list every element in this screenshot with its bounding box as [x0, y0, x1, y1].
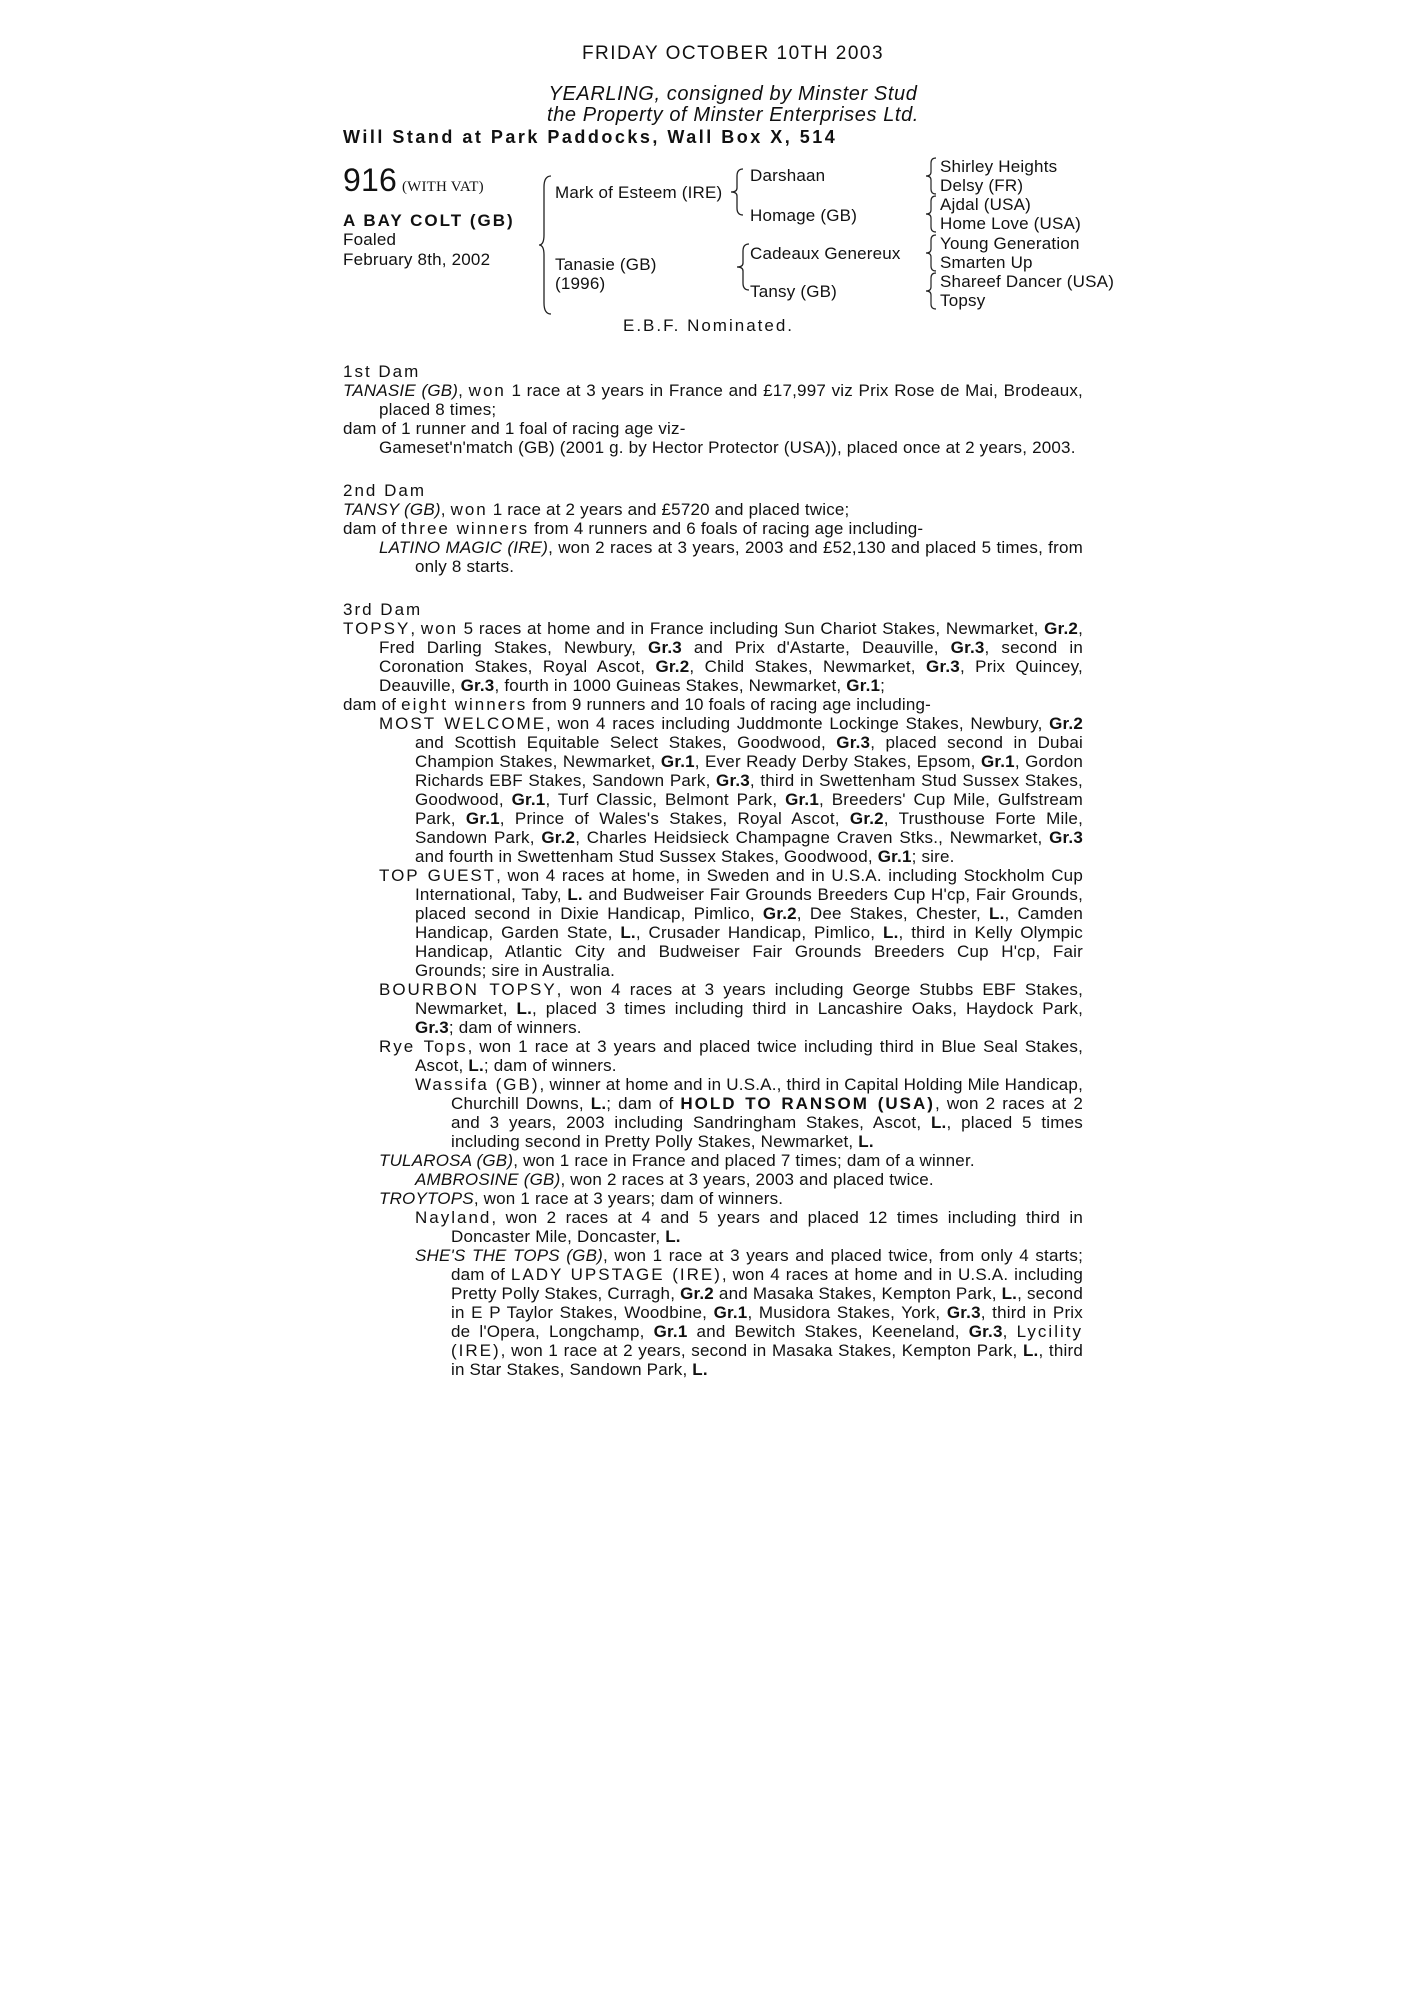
pedigree-g4: Home Love (USA): [940, 214, 1081, 233]
brace-g56: [925, 234, 937, 272]
pedigree-dam-year: (1996): [555, 274, 606, 293]
produce-top-guest: TOP GUEST, won 4 races at home, in Sweden and in U.S.A. including Stockholm Cup International, Taby, L. and Budweiser Fair Grounds Breeders Cup H'cp, Fair Grounds, placed second in Dixie Handicap, Pimlico, Gr.2, Dee Stakes, Chester, L., Camden Handicap, Garden State, L., Crusader Handicap, Pimlico, L., third in Kelly Olympic Handicap, Atlantic City and Budweiser Fair Grounds Breeders Cup H'cp, Fair Grounds; sire in Australia.: [379, 866, 1084, 980]
produce-troytops: TROYTOPS, won 1 race at 3 years; dam of winners.: [379, 1189, 784, 1208]
pedigree-sire-dam: Homage (GB): [750, 206, 858, 225]
foaled-date: February 8th, 2002: [343, 250, 491, 269]
second-dam-heading: 2nd Dam: [343, 481, 426, 500]
produce-most-welcome: MOST WELCOME, won 4 races including Juddmonte Lockinge Stakes, Newbury, Gr.2 and Scottish Equitable Select Stakes, Goodwood, Gr.3, placed second in Dubai Champion Stakes, Newmarket, Gr.1, Ever Ready Derby Stakes, Epsom, Gr.1, Gordon Richards EBF Stakes, Sandown Park, Gr.3, third in Swettenham Stud Sussex Stakes, Goodwood, Gr.1, Turf Classic, Belmont Park, Gr.1, Breeders' Cup Mile, Gulfstream Park, Gr.1, Prince of Wales's Stakes, Royal Ascot, Gr.2, Trusthouse Forte Mile, Sandown Park, Gr.2, Charles Heidsieck Champagne Craven Stks., Newmarket, Gr.3 and fourth in Swettenham Stud Sussex Stakes, Goodwood, Gr.1; sire.: [379, 714, 1084, 866]
pedigree-g3: Ajdal (USA): [940, 195, 1032, 214]
foaled-label: Foaled: [343, 230, 397, 249]
produce-ambrosine: AMBROSINE (GB), won 2 races at 3 years, 2003 and placed twice.: [415, 1170, 934, 1189]
brace-g12: [925, 157, 937, 195]
pedigree-brace-sire: [730, 168, 744, 216]
pedigree-g6: Smarten Up: [940, 253, 1033, 272]
third-dam-heading: 3rd Dam: [343, 600, 423, 619]
catalogue-page: [343, 43, 1115, 1379]
pedigree-brace-dam: [736, 243, 750, 291]
first-dam-produce-item: Gameset'n'match (GB) (2001 g. by Hector Protector (USA)), placed once at 2 years, 2003.: [379, 438, 1076, 457]
first-dam-record: TANASIE (GB), won 1 race at 3 years in France and £17,997 viz Prix Rose de Mai, Brodeaux, placed 8 times;: [343, 381, 1083, 419]
pedigree-table: [343, 157, 1115, 338]
lot-description: A BAY COLT (GB): [343, 211, 515, 230]
brace-g78: [925, 272, 937, 310]
ebf-nominated: E.B.F. Nominated.: [623, 316, 795, 335]
produce-wassifa: Wassifa (GB), winner at home and in U.S.A., third in Capital Holding Mile Handicap, Churchill Downs, L.; dam of HOLD TO RANSOM (USA), won 2 races at 2 and 3 years, 2003 including Sandringham Stakes, Ascot, L., placed 5 times including second in Pretty Polly Stakes, Newmarket, L.: [415, 1075, 1084, 1151]
lot-number: 916: [343, 162, 397, 198]
pedigree-sire: Mark of Esteem (IRE): [555, 183, 723, 202]
produce-rye-tops: Rye Tops, won 1 race at 3 years and placed twice including third in Blue Seal Stakes, Ascot, L.; dam of winners.: [379, 1037, 1083, 1075]
pedigree-g1: Shirley Heights: [940, 157, 1058, 176]
dam-name: TANASIE (GB): [343, 381, 459, 400]
pedigree-g5: Young Generation: [940, 234, 1080, 253]
first-dam-heading: 1st Dam: [343, 362, 421, 381]
pedigree-brace-main: [538, 175, 552, 315]
third-dam-section: [343, 600, 1083, 1379]
vat-note: (WITH VAT): [401, 179, 484, 195]
produce-nayland: Nayland, won 2 races at 4 and 5 years and placed 12 times including third in Doncaster Mile, Doncaster, L.: [415, 1208, 1083, 1246]
third-dam-record: TOPSY, won 5 races at home and in France including Sun Chariot Stakes, Newmarket, Gr.2, Fred Darling Stakes, Newbury, Gr.3 and Prix d'Astarte, Deauville, Gr.3, second in Coronation Stakes, Royal Ascot, Gr.2, Child Stakes, Newmarket, Gr.3, Prix Quincey, Deauville, Gr.3, fourth in 1000 Guineas Stakes, Newmarket, Gr.1;: [343, 619, 1084, 695]
pedigree-sire-sire: Darshaan: [750, 166, 826, 185]
third-dam-produce-intro: dam of eight winners from 9 runners and 10 foals of racing age including-: [343, 695, 931, 714]
pedigree-dam: Tanasie (GB): [555, 255, 657, 274]
lot-number-block: [343, 163, 484, 197]
pedigree-dam-dam: Tansy (GB): [750, 282, 838, 301]
consign-line-1: YEARLING, consigned by Minster Stud: [548, 83, 918, 105]
produce-shes-the-tops: SHE'S THE TOPS (GB), won 1 race at 3 years and placed twice, from only 4 starts; dam of LADY UPSTAGE (IRE), won 4 races at home and in U.S.A. including Pretty Polly Stakes, Curragh, Gr.2 and Masaka Stakes, Kempton Park, L., second in E P Taylor Stakes, Woodbine, Gr.1, Musidora Stakes, York, Gr.3, third in Prix de l'Opera, Longchamp, Gr.1 and Bewitch Stakes, Keeneland, Gr.3, Lycility (IRE), won 1 race at 2 years, second in Masaka Stakes, Kempton Park, L., third in Star Stakes, Sandown Park, L.: [415, 1246, 1084, 1379]
second-dam-record: TANSY (GB), won 1 race at 2 years and £5720 and placed twice;: [343, 500, 850, 519]
consignor-block: [383, 84, 1083, 126]
pedigree-g8: Topsy: [940, 291, 986, 310]
second-dam-produce-item: LATINO MAGIC (IRE), won 2 races at 3 years, 2003 and £52,130 and placed 5 times, from only 8 starts.: [379, 538, 1083, 576]
first-dam-section: [343, 362, 1083, 457]
stand-location: Will Stand at Park Paddocks, Wall Box X, 514: [343, 127, 838, 147]
sale-date: FRIDAY OCTOBER 10TH 2003: [581, 43, 885, 64]
second-dam-section: [343, 481, 1083, 576]
pedigree-dam-sire: Cadeaux Genereux: [750, 244, 901, 263]
consign-line-2: the Property of Minster Enterprises Ltd.: [547, 104, 919, 126]
brace-g34: [925, 195, 937, 233]
second-dam-produce-intro: dam of three winners from 4 runners and 6 foals of racing age including-: [343, 519, 924, 538]
produce-bourbon-topsy: BOURBON TOPSY, won 4 races at 3 years including George Stubbs EBF Stakes, Newmarket, L., placed 3 times including third in Lancashire Oaks, Haydock Park, Gr.3; dam of winners.: [379, 980, 1083, 1037]
first-dam-produce-intro: dam of 1 runner and 1 foal of racing age viz-: [343, 419, 686, 438]
pedigree-g7: Shareef Dancer (USA): [940, 272, 1115, 291]
pedigree-g2: Delsy (FR): [940, 176, 1024, 195]
produce-tularosa: TULAROSA (GB), won 1 race in France and placed 7 times; dam of a winner.: [379, 1151, 975, 1170]
